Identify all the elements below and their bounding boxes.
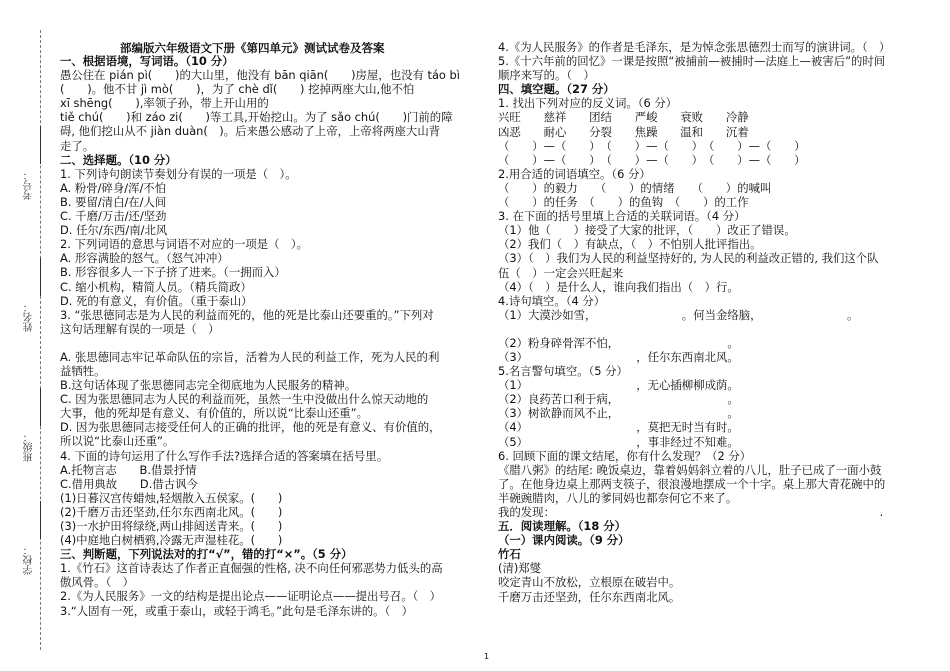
text-line: （4）（ ）是什么人，谁向我们指出（ ）行。 <box>498 279 739 294</box>
text-line: 愚公住在 pián pì( )的大山里，他没有 bān qiān( )房屋，也没有 táo bì <box>60 68 460 83</box>
text-line: C.借用典故 D.借古讽今 <box>60 476 198 491</box>
text-line: （3）（ ）我们为人民的利益坚持好的, 为人民的利益改正错的, 我们这个队 <box>498 251 879 266</box>
text-line: 伍（ ）一定会兴旺起来 <box>498 265 624 280</box>
left-column <box>60 40 478 618</box>
text-line: 凶恶 耐心 分裂 焦躁 温和 沉着 <box>498 124 749 139</box>
text-line: D. 任尔/东西/南/北风 <box>60 223 168 238</box>
text-line: ( )。他不甘 jì mò( )，为了 chè dǐ( ) 挖掉两座大山,他不怕 <box>60 82 415 97</box>
page-number: 1 <box>484 652 490 661</box>
text-line: 咬定青山不放松，立根原在破岩中。 <box>498 575 681 590</box>
title-spacer <box>60 40 478 54</box>
school-label: 学校： <box>24 545 35 575</box>
school-underline <box>40 501 41 539</box>
name-slot <box>22 302 56 332</box>
text-line: 益牺牲。 <box>60 363 106 378</box>
text-line: C. 因为张思德同志为人民的利益而死，虽然一生中没做出什么惊天动地的 <box>60 392 429 407</box>
text-line: B. 形容很多人一下子挤了进来。（一拥而入） <box>60 265 286 280</box>
text-line: B.这句话体现了张思德同志完全彻底地为人民服务的精神。 <box>60 378 357 393</box>
text-line: 我的发现： . <box>498 505 884 519</box>
text-line: （1）大漠沙如雪， 。何当金络脑， 。 <box>498 307 859 322</box>
text-line: 这句话理解有误的一项是（ ） <box>60 321 220 336</box>
text-line: 5.名言警句填空。（5 分） <box>498 364 628 379</box>
text-line: 2.用合适的词语填空。（6 分） <box>498 166 651 181</box>
text-line: （3） ，任尔东西南北风。 <box>498 349 739 364</box>
text-line: （5） ，事非经过不知难。 <box>498 434 739 449</box>
text-line: （ ）的任务 （ ）的鱼钩 （ ）的工作 <box>498 195 749 210</box>
text-line: B. 要留/清白/在/人间 <box>60 194 167 209</box>
binding-gutter <box>0 0 58 671</box>
text-line: xī shēng( ),率领子孙，带上开山用的 <box>60 96 269 111</box>
right-lines <box>498 40 918 604</box>
text-line: 半碗豌腊肉，八儿的爹同妈也都奈何它不来了。 <box>498 490 738 505</box>
text-line: 4.《为人民服务》的作者是毛泽东，是为悼念张思德烈士而写的演讲词。（ ） <box>498 40 891 54</box>
text-line: 千磨万击还坚劲，任尔东西南北风。 <box>498 589 681 604</box>
text-line: (清)郑燮 <box>498 561 542 576</box>
text-line: （4） ，莫把无时当有时。 <box>498 420 739 435</box>
section-heading: 四、填空题。（27 分） <box>498 82 615 97</box>
text-line: 顺序来写的。（ ） <box>498 68 595 83</box>
text-line: 3. “张思德同志是为人民的利益而死的，他的死是比泰山还要重的。”下列对 <box>60 307 434 322</box>
text-line: （ ）的毅力 （ ）的情绪 （ ）的喊叫 <box>498 180 772 195</box>
class-underline <box>40 388 41 426</box>
text-line: (3)一水护田将绿绕,两山排闼送青来。( ) <box>60 519 283 533</box>
text-line: （2）良药苦口利于病， 。 <box>498 392 739 407</box>
text-line: C. 千磨/万击/还/坚劲 <box>60 209 167 224</box>
text-line: （3）树欲静而风不止， 。 <box>498 406 739 421</box>
exam-number-underline <box>40 126 41 164</box>
text-line: （2）粉身碎骨浑不怕， 。 <box>498 335 739 350</box>
class-label: 班级： <box>24 432 35 462</box>
section-heading: 一、根据语境，写词语。（10 分） <box>60 54 234 68</box>
section-heading: 竹石 <box>498 547 521 562</box>
text-line: （2）我们（ ）有缺点，（ ）不怕别人批评指出。 <box>498 237 762 252</box>
name-underline <box>40 258 41 296</box>
name-label: 姓名： <box>24 302 35 332</box>
text-line: A.托物言志 B.借景抒情 <box>60 462 197 477</box>
school-slot <box>22 545 56 575</box>
text-line: 6. 回顾下面的课文结尾，你有什么发现？（2 分） <box>498 448 752 463</box>
text-line: 大事，他的死却是有意义、有价值的，所以说“比泰山还重”。 <box>60 406 368 421</box>
text-line: C. 缩小机构，精简人员。（精兵简政） <box>60 279 252 294</box>
class-slot <box>22 432 56 462</box>
text-line: 1. 下列诗句朗读节奏划分有误的一项是（ ）。 <box>60 166 297 181</box>
section-heading: （一）课内阅读。（9 分） <box>498 533 630 548</box>
text-line: A. 张思德同志牢记革命队伍的宗旨，活着为人民的利益工作，死为人民的利 <box>60 349 440 364</box>
text-line <box>60 336 478 350</box>
text-line: 1.《竹石》这首诗表达了作者正直倔强的性格, 决不向任何邪恶势力低头的高 <box>60 561 443 576</box>
exam-number-label: 考号： <box>24 170 35 200</box>
text-line: 傲风骨。（ ） <box>60 575 135 590</box>
text-line: A. 形容满脸的怒气。（怒气冲冲） <box>60 251 229 266</box>
page-title: 部编版六年级语文下册《第四单元》测试试卷及答案 <box>120 41 385 55</box>
text-line: A. 粉骨/碎身/浑/不怕 <box>60 180 167 195</box>
text-line: 2. 下列词语的意思与词语不对应的一项是（ ）。 <box>60 237 308 252</box>
text-line: 2.《为人民服务》一文的结构是提出论点——证明论点——提出号召。（ ） <box>60 589 442 604</box>
left-lines <box>60 54 478 618</box>
section-heading: 五．阅读理解。（18 分） <box>498 519 627 534</box>
text-line: D. 因为张思德同志接受任何人的正确的批评，他的死是有意义、有价值的， <box>60 420 441 435</box>
text-line: (4)中庭地白树栖鸦,冷露无声湿桂花。( ) <box>60 533 283 548</box>
text-line <box>498 322 918 336</box>
text-line: 1. 找出下列对应的反义词。（6 分） <box>498 96 678 111</box>
text-line: 3. 在下面的括号里填上合适的关联词语。（4 分） <box>498 209 746 224</box>
text-line: （ ）—（ ） （ ）—（ ） （ ）—（ ） <box>498 152 806 167</box>
exam-number-slot <box>22 170 56 200</box>
text-line: 碍, 他们挖山从不 jiàn duàn( )。后来愚公感动了上帝，上帝将两座大山背 <box>60 124 441 139</box>
text-line: 3.“人固有一死，或重于泰山，或轻于鸿毛。”此句是毛泽东讲的。（ ） <box>60 603 413 618</box>
text-line: (1)日暮汉宫传蜡烛,轻烟散入五侯家。( ) <box>60 490 283 505</box>
text-line: 4. 下面的诗句运用了什么写作手法?选择合适的答案填在括号里。 <box>60 448 389 463</box>
text-line: （ ）—（ ） （ ）—（ ） （ ）—（ ） <box>498 138 806 153</box>
section-heading: 二、选择题。（10 分） <box>60 152 177 167</box>
text-line: 兴旺 慈祥 团结 严峻 衰败 冷静 <box>498 110 749 125</box>
text-line: (2)千磨万击还坚劲,任尔东西南北风。( ) <box>60 504 283 519</box>
section-heading: 三、判断题，下列说法对的打“√”，错的打“×”。（5 分） <box>60 547 353 562</box>
text-line: 所以说“比泰山还重”。 <box>60 434 175 449</box>
text-line: （1） ，无心插柳柳成荫。 <box>498 378 739 393</box>
text-line: 5.《十六年前的回忆》一课是按照“被捕前—被捕时—法庭上—被害后”的时间 <box>498 54 886 69</box>
right-column <box>498 40 918 604</box>
text-line: 《腊八粥》的结尾: 晚饭桌边，靠着妈妈斜立着的八儿，肚子已成了一面小鼓 <box>498 462 882 477</box>
text-line: tiě chú( )和 záo zi( )等工具,开始挖山。为了 sǎo chú( )门前的障 <box>60 110 453 125</box>
text-line: D. 死的有意义，有价值。（重于泰山） <box>60 293 253 308</box>
text-line: 走了。 <box>60 138 95 153</box>
text-line: 4.诗句填空。（4 分） <box>498 293 606 308</box>
text-line: 了。在他身边桌上那两支筷子，很浪漫地摆成一个十字。桌上那大青花碗中的 <box>498 476 886 491</box>
text-line: （1）他（ ）接受了大家的批评，（ ）改正了错误。 <box>498 223 796 238</box>
